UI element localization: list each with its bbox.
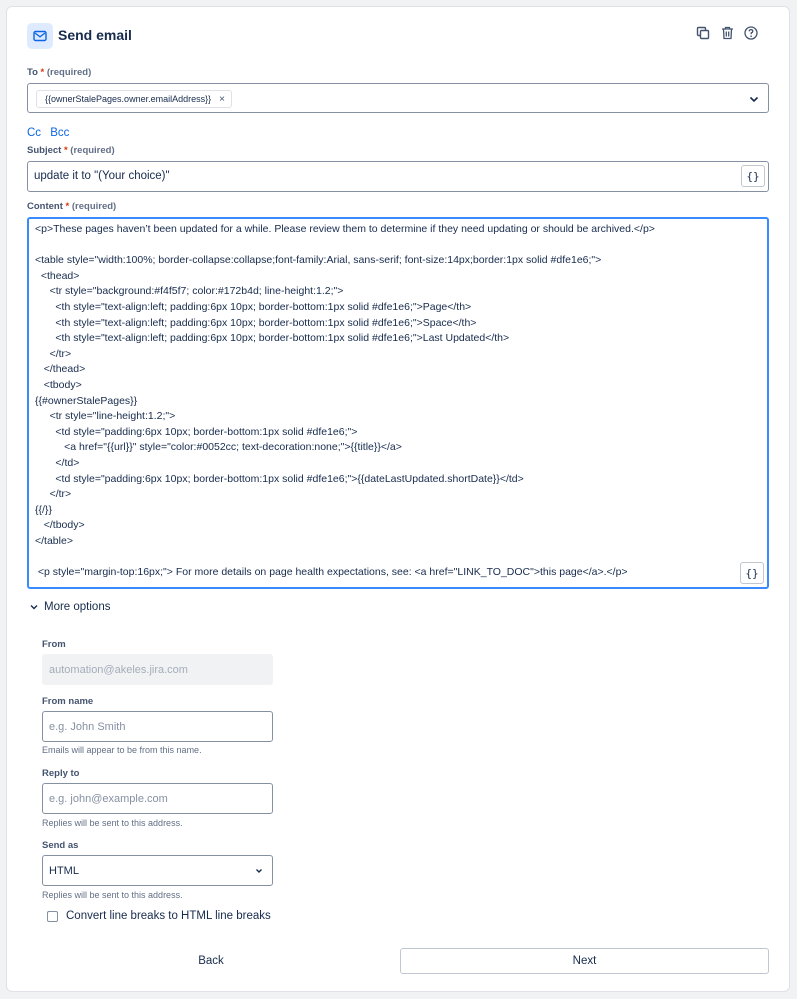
content-line: </table> — [35, 534, 73, 547]
content-line: <p>These pages haven’t been updated for a while. Please review them to determine if they need updating or should be archived.</p> — [35, 223, 655, 235]
send-as-select[interactable] — [42, 855, 273, 886]
to-label — [27, 67, 91, 78]
chevron-down-icon[interactable] — [748, 93, 760, 105]
content-line — [35, 549, 733, 565]
from-name-help: Emails will appear to be from this name. — [42, 745, 202, 755]
recipient-tag-label: {{ownerStalePages.owner.emailAddress}} — [45, 94, 212, 104]
content-line: <p style="margin-top:16px;"> For more details on page health expectations, see: <a href="LINK_TO_DOC">this page</a>.</p> — [35, 566, 628, 579]
required-mark: * — [40, 67, 45, 78]
content-line: {{/}} — [35, 503, 52, 516]
chevron-down-icon — [254, 866, 264, 876]
content-line: </tbody> — [35, 519, 85, 532]
content-text[interactable] — [35, 222, 733, 581]
from-label: From — [42, 639, 66, 650]
panel-title: Send email — [58, 27, 132, 43]
content-line: <th style="text-align:left; padding:6px 10px; border-bottom:1px solid #dfe1e6;">Last Updated</th> — [35, 332, 510, 345]
content-line: <th style="text-align:left; padding:6px 10px; border-bottom:1px solid #dfe1e6;">Page</th> — [35, 300, 472, 313]
trash-icon — [721, 26, 734, 45]
from-field: automation@akeles.jira.com — [42, 654, 273, 685]
delete-button[interactable] — [717, 25, 737, 45]
reply-to-placeholder: e.g. john@example.com — [49, 792, 168, 805]
insert-smart-value-button[interactable]: {} — [740, 562, 764, 584]
send-as-help: Replies will be sent to this address. — [42, 890, 183, 900]
send-email-panel — [6, 6, 790, 992]
convert-breaks-checkbox[interactable] — [47, 911, 58, 922]
more-options-label: More options — [44, 601, 111, 613]
content-line: <tr style="line-height:1.2;"> — [35, 410, 176, 423]
remove-tag-icon[interactable]: × — [219, 93, 225, 105]
back-button[interactable]: Back — [198, 955, 224, 967]
next-button[interactable]: Next — [400, 948, 769, 974]
content-line: <td style="padding:6px 10px; border-bottom:1px solid #dfe1e6;"> — [35, 425, 358, 438]
reply-to-help: Replies will be sent to this address. — [42, 818, 183, 828]
cc-link[interactable]: Cc — [27, 127, 42, 139]
more-options-toggle[interactable] — [29, 601, 110, 613]
duplicate-button[interactable] — [693, 25, 713, 45]
to-field[interactable] — [27, 83, 769, 113]
content-line: {{#ownerStalePages}} — [35, 394, 138, 407]
content-line: </tr> — [35, 347, 72, 360]
duplicate-icon — [696, 26, 710, 45]
reply-to-label: Reply to — [42, 768, 80, 779]
bcc-link[interactable]: Bcc — [50, 127, 70, 139]
content-line: </tr> — [35, 488, 72, 501]
help-button[interactable] — [741, 25, 761, 45]
content-line: <td style="padding:6px 10px; border-bottom:1px solid #dfe1e6;">{{dateLastUpdated.shortDate}}</td> — [35, 472, 524, 485]
panel-header — [27, 21, 775, 57]
content-label — [27, 201, 116, 212]
content-line: <tr style="background:#f4f5f7; color:#172b4d; line-height:1.2;"> — [35, 285, 344, 298]
from-name-input[interactable] — [42, 711, 273, 742]
content-line: <thead> — [35, 269, 80, 282]
content-line: <a href="{{url}}" style="color:#0052cc; text-decoration:none;">{{title}}</a> — [35, 441, 402, 454]
cc-bcc-links — [27, 127, 75, 139]
content-label-text: Content — [27, 201, 63, 212]
required-mark: * — [63, 145, 68, 156]
subject-label-text: Subject — [27, 145, 62, 156]
from-name-label: From name — [42, 696, 94, 707]
subject-value: update it to "(Your choice)" — [34, 170, 170, 182]
help-icon — [744, 26, 758, 45]
content-line — [35, 238, 733, 254]
send-as-label: Send as — [42, 840, 79, 851]
content-line: <th style="text-align:left; padding:6px 10px; border-bottom:1px solid #dfe1e6;">Space</th> — [35, 316, 477, 329]
reply-to-input[interactable] — [42, 783, 273, 814]
required-text: (required) — [71, 201, 117, 212]
content-line: </thead> — [35, 363, 86, 376]
insert-smart-value-button[interactable]: {} — [741, 165, 765, 187]
mail-icon — [27, 23, 53, 49]
send-as-value: HTML — [49, 864, 79, 877]
content-editor[interactable] — [27, 217, 769, 589]
chevron-down-icon — [29, 602, 39, 612]
required-mark: * — [65, 201, 70, 212]
required-text: (required) — [70, 145, 115, 156]
required-text: (required) — [46, 67, 92, 78]
recipient-tag — [36, 90, 232, 108]
content-line: </td> — [35, 456, 80, 469]
subject-label — [27, 145, 115, 156]
content-line: <tbody> — [35, 378, 82, 391]
to-label-text: To — [27, 67, 38, 78]
convert-breaks-row — [47, 910, 271, 922]
from-name-placeholder: e.g. John Smith — [49, 720, 126, 733]
content-line: <table style="width:100%; border-collapse:collapse;font-family:Arial, sans-serif; font-size:14px;border:1px solid #dfe1e6;"> — [35, 254, 602, 267]
convert-breaks-label[interactable]: Convert line breaks to HTML line breaks — [66, 910, 271, 922]
subject-field[interactable] — [27, 161, 769, 192]
